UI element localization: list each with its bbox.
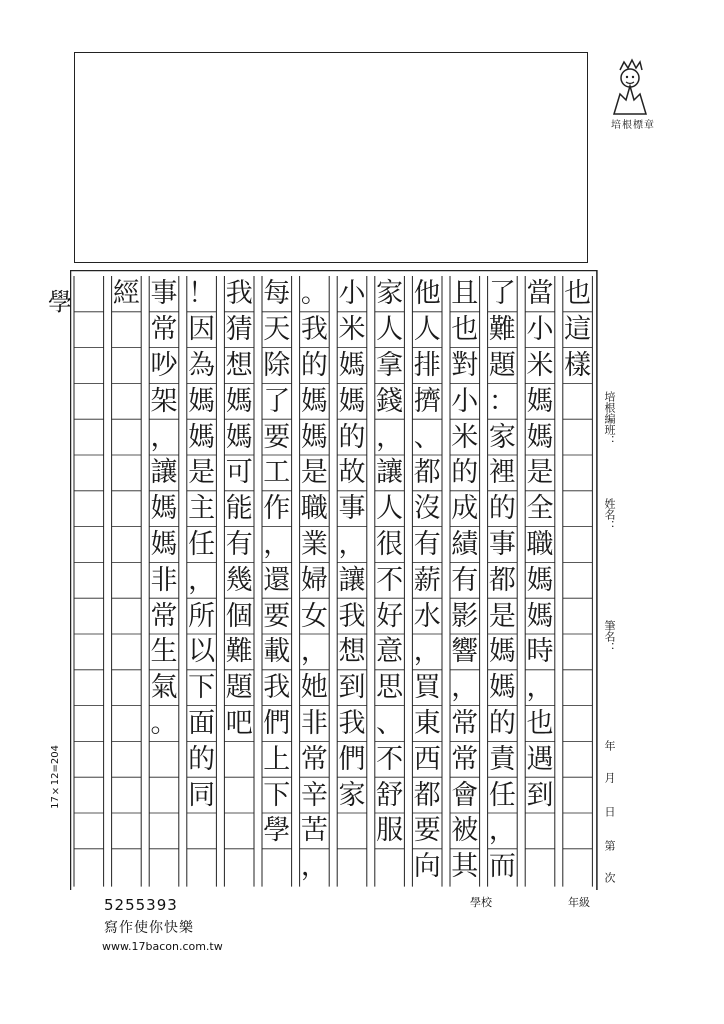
essay-char: 個 (225, 600, 253, 632)
essay-char: 不 (376, 743, 404, 775)
essay-char: 不 (376, 564, 404, 596)
essay-char: 水 (413, 600, 441, 632)
essay-char: 難 (488, 314, 516, 346)
essay-char: 氣 (150, 672, 178, 704)
stamp-label: 培根標章 (611, 120, 655, 131)
essay-char: 的 (338, 421, 366, 453)
essay-char: 下 (263, 779, 291, 811)
essay-char: 上 (263, 743, 291, 775)
essay-char: 要 (263, 421, 291, 453)
essay-char: 媽 (150, 493, 178, 525)
essay-char: 都 (413, 457, 441, 489)
essay-char: 而 (488, 851, 516, 883)
essay-char: 主 (188, 493, 216, 525)
year-label: 年 (603, 739, 616, 751)
essay-char: 因 (188, 314, 216, 346)
essay-char: 被 (451, 815, 479, 847)
essay-char: 事 (488, 529, 516, 560)
essay-char: 舒 (376, 779, 404, 811)
essay-char: 是 (488, 600, 516, 632)
name-label: 姓名： (603, 497, 616, 531)
essay-char: 常 (451, 743, 479, 775)
essay-char: ， (300, 636, 328, 668)
essay-char: 工 (263, 457, 291, 489)
essay-char: 非 (300, 708, 328, 739)
essay-char: 媽 (526, 600, 554, 632)
essay-char: 裡 (488, 457, 516, 489)
essay-char: 是 (188, 457, 216, 489)
essay-char: 媽 (526, 421, 554, 453)
essay-char: 薪 (413, 564, 441, 596)
essay-char: 都 (413, 779, 441, 811)
essay-char: 每 (263, 278, 291, 310)
essay-char: 東 (413, 708, 441, 739)
essay-char: 時 (526, 636, 554, 668)
essay-char: 媽 (225, 421, 253, 453)
times-label: 次 (603, 871, 616, 883)
essay-char: ： (488, 385, 516, 417)
essay-char: 事 (338, 493, 366, 525)
slogan: 寫作使你快樂 (104, 920, 194, 936)
essay-char: 她 (300, 672, 328, 704)
essay-char: 這 (564, 314, 592, 346)
essay-char: 的 (488, 708, 516, 739)
essay-char: 故 (338, 457, 366, 489)
essay-char: 任 (488, 779, 516, 811)
essay-char: 家 (488, 421, 516, 453)
essay-char: 也 (451, 314, 479, 346)
month-label: 月 (603, 771, 616, 783)
essay-char: 會 (451, 779, 479, 811)
essay-char: 的 (488, 493, 516, 525)
essay-char: 常 (150, 314, 178, 346)
essay-char: 人 (376, 314, 404, 346)
essay-char: ， (413, 636, 441, 668)
essay-char: 服 (376, 815, 404, 847)
essay-char: 苦 (300, 815, 328, 847)
essay-char: 也 (526, 708, 554, 739)
essay-char: 猜 (225, 314, 253, 346)
essay-char: 為 (188, 350, 216, 381)
essay-char: 西 (413, 743, 441, 775)
essay-char: 業 (300, 529, 328, 560)
essay-char: 題 (488, 350, 516, 381)
essay-char: 學 (263, 815, 291, 847)
essay-char: 生 (150, 636, 178, 668)
essay-char: 也 (564, 278, 592, 310)
essay-char: 除 (263, 350, 291, 381)
essay-char: 當 (526, 278, 554, 310)
essay-char: 想 (338, 636, 366, 668)
essay-char: ， (376, 421, 404, 453)
essay-char: 成 (451, 493, 479, 525)
essay-char: 作 (263, 493, 291, 525)
essay-char: 職 (526, 529, 554, 560)
essay-char: 媽 (488, 672, 516, 704)
essay-char: 們 (338, 743, 366, 775)
essay-char: 我 (338, 600, 366, 632)
essay-char: 有 (451, 564, 479, 596)
essay-char: 媽 (526, 564, 554, 596)
essay-char: 向 (413, 851, 441, 883)
essay-char: 其 (451, 851, 479, 883)
school-label: 學校 (470, 896, 492, 909)
essay-char: 媽 (488, 636, 516, 668)
essay-char: 們 (263, 708, 291, 739)
essay-char: 吧 (225, 708, 253, 739)
essay-char: ！ (188, 278, 216, 310)
essay-char: 排 (413, 350, 441, 381)
essay-char: 我 (263, 672, 291, 704)
essay-char: 的 (451, 457, 479, 489)
essay-char: 小 (338, 278, 366, 310)
essay-char: 下 (188, 672, 216, 704)
essay-char: 遇 (526, 743, 554, 775)
essay-char: 都 (488, 564, 516, 596)
essay-char: 意 (376, 636, 404, 668)
grade-label: 年級 (568, 896, 590, 909)
essay-char: ， (488, 815, 516, 847)
teacher-comment-box (74, 52, 588, 263)
essay-char: 家 (376, 278, 404, 310)
essay-char: ， (526, 672, 554, 704)
essay-char: 媽 (338, 350, 366, 381)
essay-char: 他 (413, 278, 441, 310)
essay-char: 吵 (150, 350, 178, 381)
essay-char: 影 (451, 600, 479, 632)
essay-char: 事 (150, 278, 178, 310)
essay-char: 有 (225, 529, 253, 560)
essay-char: 米 (451, 421, 479, 453)
essay-char: 可 (225, 457, 253, 489)
margin-correction-mark: 學 (48, 288, 72, 316)
essay-char: 婦 (300, 564, 328, 596)
essay-char: 天 (263, 314, 291, 346)
essay-char: 好 (376, 600, 404, 632)
essay-char: 要 (413, 815, 441, 847)
essay-char: 媽 (300, 385, 328, 417)
essay-char: 職 (300, 493, 328, 525)
essay-char: 幾 (225, 564, 253, 596)
essay-char: 米 (338, 314, 366, 346)
website: www.17bacon.com.tw (102, 940, 223, 953)
essay-char: 全 (526, 493, 554, 525)
essay-char: 常 (150, 600, 178, 632)
essay-char: 媽 (526, 385, 554, 417)
essay-char: 是 (526, 457, 554, 489)
essay-char: 擠 (413, 385, 441, 417)
order-label: 第 (603, 839, 616, 851)
essay-char: 到 (338, 672, 366, 704)
essay-char: 讓 (338, 564, 366, 596)
essay-char: 思 (376, 672, 404, 704)
essay-char: 了 (488, 278, 516, 310)
essay-char: 我 (300, 314, 328, 346)
essay-char: 所 (188, 600, 216, 632)
essay-char: 媽 (338, 385, 366, 417)
essay-char: 米 (526, 350, 554, 381)
essay-char: 我 (338, 708, 366, 739)
essay-char: 是 (300, 457, 328, 489)
essay-char: 媽 (188, 421, 216, 453)
essay-char: 對 (451, 350, 479, 381)
bacon-stamp-logo (606, 56, 654, 118)
essay-char: 媽 (150, 529, 178, 560)
essay-char: 女 (300, 600, 328, 632)
essay-char: 要 (263, 600, 291, 632)
essay-char: 常 (451, 708, 479, 739)
essay-char: 讓 (150, 457, 178, 489)
essay-char: 樣 (564, 350, 592, 381)
essay-char: 績 (451, 529, 479, 560)
essay-char: 辛 (300, 779, 328, 811)
essay-char: 有 (413, 529, 441, 560)
essay-char: 能 (225, 493, 253, 525)
essay-char: 人 (376, 493, 404, 525)
essay-char: 小 (526, 314, 554, 346)
essay-char: 還 (263, 564, 291, 596)
essay-char: 任 (188, 529, 216, 560)
essay-char: 責 (488, 743, 516, 775)
essay-char: 經 (112, 278, 140, 310)
essay-char: 且 (451, 278, 479, 310)
essay-char: 到 (526, 779, 554, 811)
essay-char: 小 (451, 385, 479, 417)
essay-char: 響 (451, 636, 479, 668)
essay-char: 讓 (376, 457, 404, 489)
essay-char: ， (263, 529, 291, 560)
essay-char: 想 (225, 350, 253, 381)
essay-char: 載 (263, 636, 291, 668)
essay-char: ， (451, 672, 479, 704)
essay-char: 面 (188, 708, 216, 739)
essay-char: 。 (300, 278, 328, 310)
essay-char: 了 (263, 385, 291, 417)
essay-char: 媽 (300, 421, 328, 453)
essay-char: 我 (225, 278, 253, 310)
essay-char: 同 (188, 779, 216, 811)
code-number: 5255393 (104, 896, 178, 914)
essay-char: 沒 (413, 493, 441, 525)
essay-char: 難 (225, 636, 253, 668)
class-label: 培根編班： (603, 390, 616, 446)
day-label: 日 (603, 805, 616, 817)
essay-char: 常 (300, 743, 328, 775)
essay-char: 的 (188, 743, 216, 775)
essay-char: 家 (338, 779, 366, 811)
essay-char: 錢 (376, 385, 404, 417)
essay-char: 、 (376, 708, 404, 739)
essay-char: 很 (376, 529, 404, 560)
essay-char: ， (188, 564, 216, 596)
essay-char: 拿 (376, 350, 404, 381)
essay-char: 。 (150, 708, 178, 739)
essay-char: 、 (413, 421, 441, 453)
essay-char: ， (150, 421, 178, 453)
essay-char: 題 (225, 672, 253, 704)
essay-char: 媽 (225, 385, 253, 417)
essay-char: 以 (188, 636, 216, 668)
essay-char: 人 (413, 314, 441, 346)
essay-char: 非 (150, 564, 178, 596)
essay-char: 買 (413, 672, 441, 704)
pen-name-label: 筆名： (603, 619, 616, 653)
essay-char: ， (338, 529, 366, 560)
essay-char: ， (300, 851, 328, 883)
essay-char: 的 (300, 350, 328, 381)
essay-char: 媽 (188, 385, 216, 417)
essay-char: 架 (150, 385, 178, 417)
grid-size-label: 17×12=204 (50, 745, 61, 809)
